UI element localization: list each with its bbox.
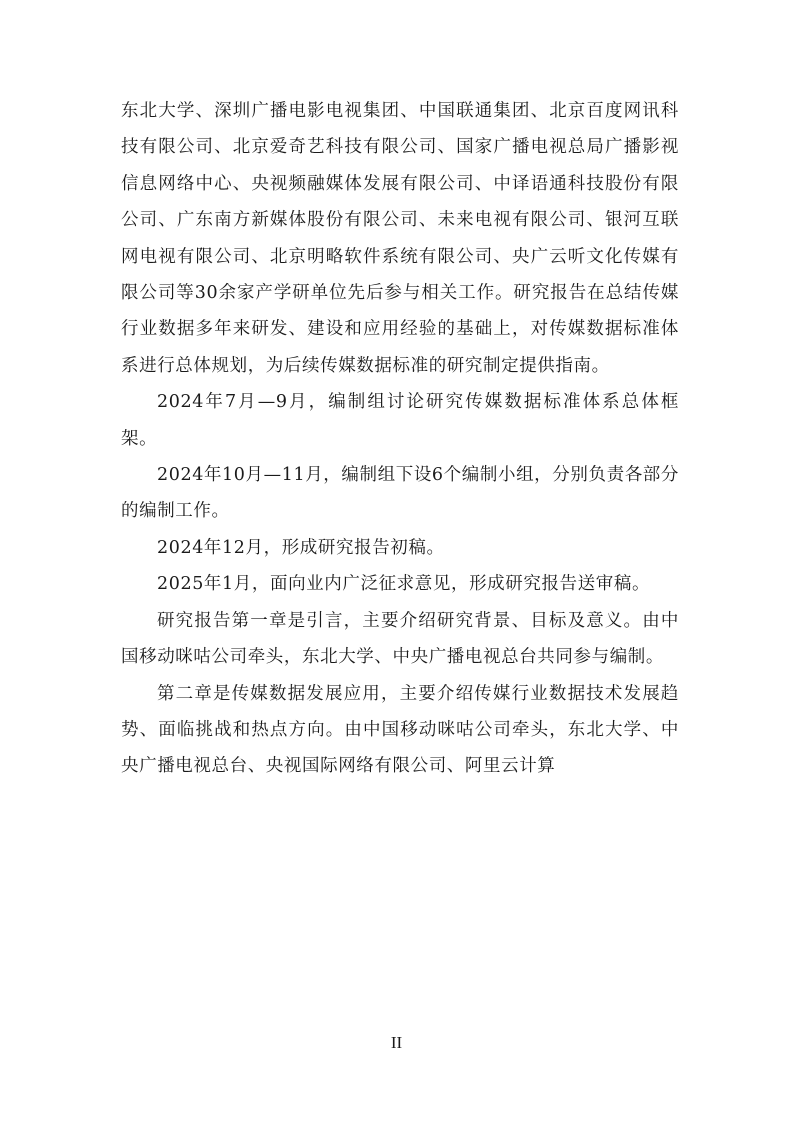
paragraph-chapter-two: 第二章是传媒数据发展应用，主要介绍传媒行业数据技术发展趋势、面临挑战和热点方向。由中国移动咪咕公司牵头，东北大学、中央广播电视总台、央视国际网络有限公司、阿里云计算 — [121, 683, 679, 777]
paragraph-participants: 东北大学、深圳广播电影电视集团、中国联通集团、北京百度网讯科技有限公司、北京爱奇艺科技有限公司、国家广播电视总局广播影视信息网络中心、央视频融媒体发展有限公司、中译语通科技股份有限公司、广东南方新媒体股份有限公司、未来电视有限公司、银河互联网电视有限公司、北京明略软件系统有限公司、央广云听文化传媒有限公司等30余家产学研单位先后参与相关工作。研究报告在总结传媒行业数据多年来研发、建设和应用经验的基础上，对传媒数据标准体系进行总体规划，为后续传媒数据标准的研究制定提供指南。 — [121, 101, 679, 376]
page-number: II — [390, 1033, 403, 1052]
paragraph-timeline-dec: 2024年12月，形成研究报告初稿。 — [157, 537, 445, 558]
paragraph-timeline-oct-nov: 2024年10月—11月，编制组下设6个编制小组，分别负责各部分的编制工作。 — [121, 465, 679, 522]
body-text — [121, 93, 679, 785]
paragraph-timeline-jul-sep: 2024年7月—9月，编制组讨论研究传媒数据标准体系总体框架。 — [121, 392, 679, 449]
paragraph-timeline-jan: 2025年1月，面向业内广泛征求意见，形成研究报告送审稿。 — [157, 574, 651, 595]
paragraph-chapter-one: 研究报告第一章是引言，主要介绍研究背景、目标及意义。由中国移动咪咕公司牵头，东北大学、中央广播电视总台共同参与编制。 — [121, 610, 679, 668]
